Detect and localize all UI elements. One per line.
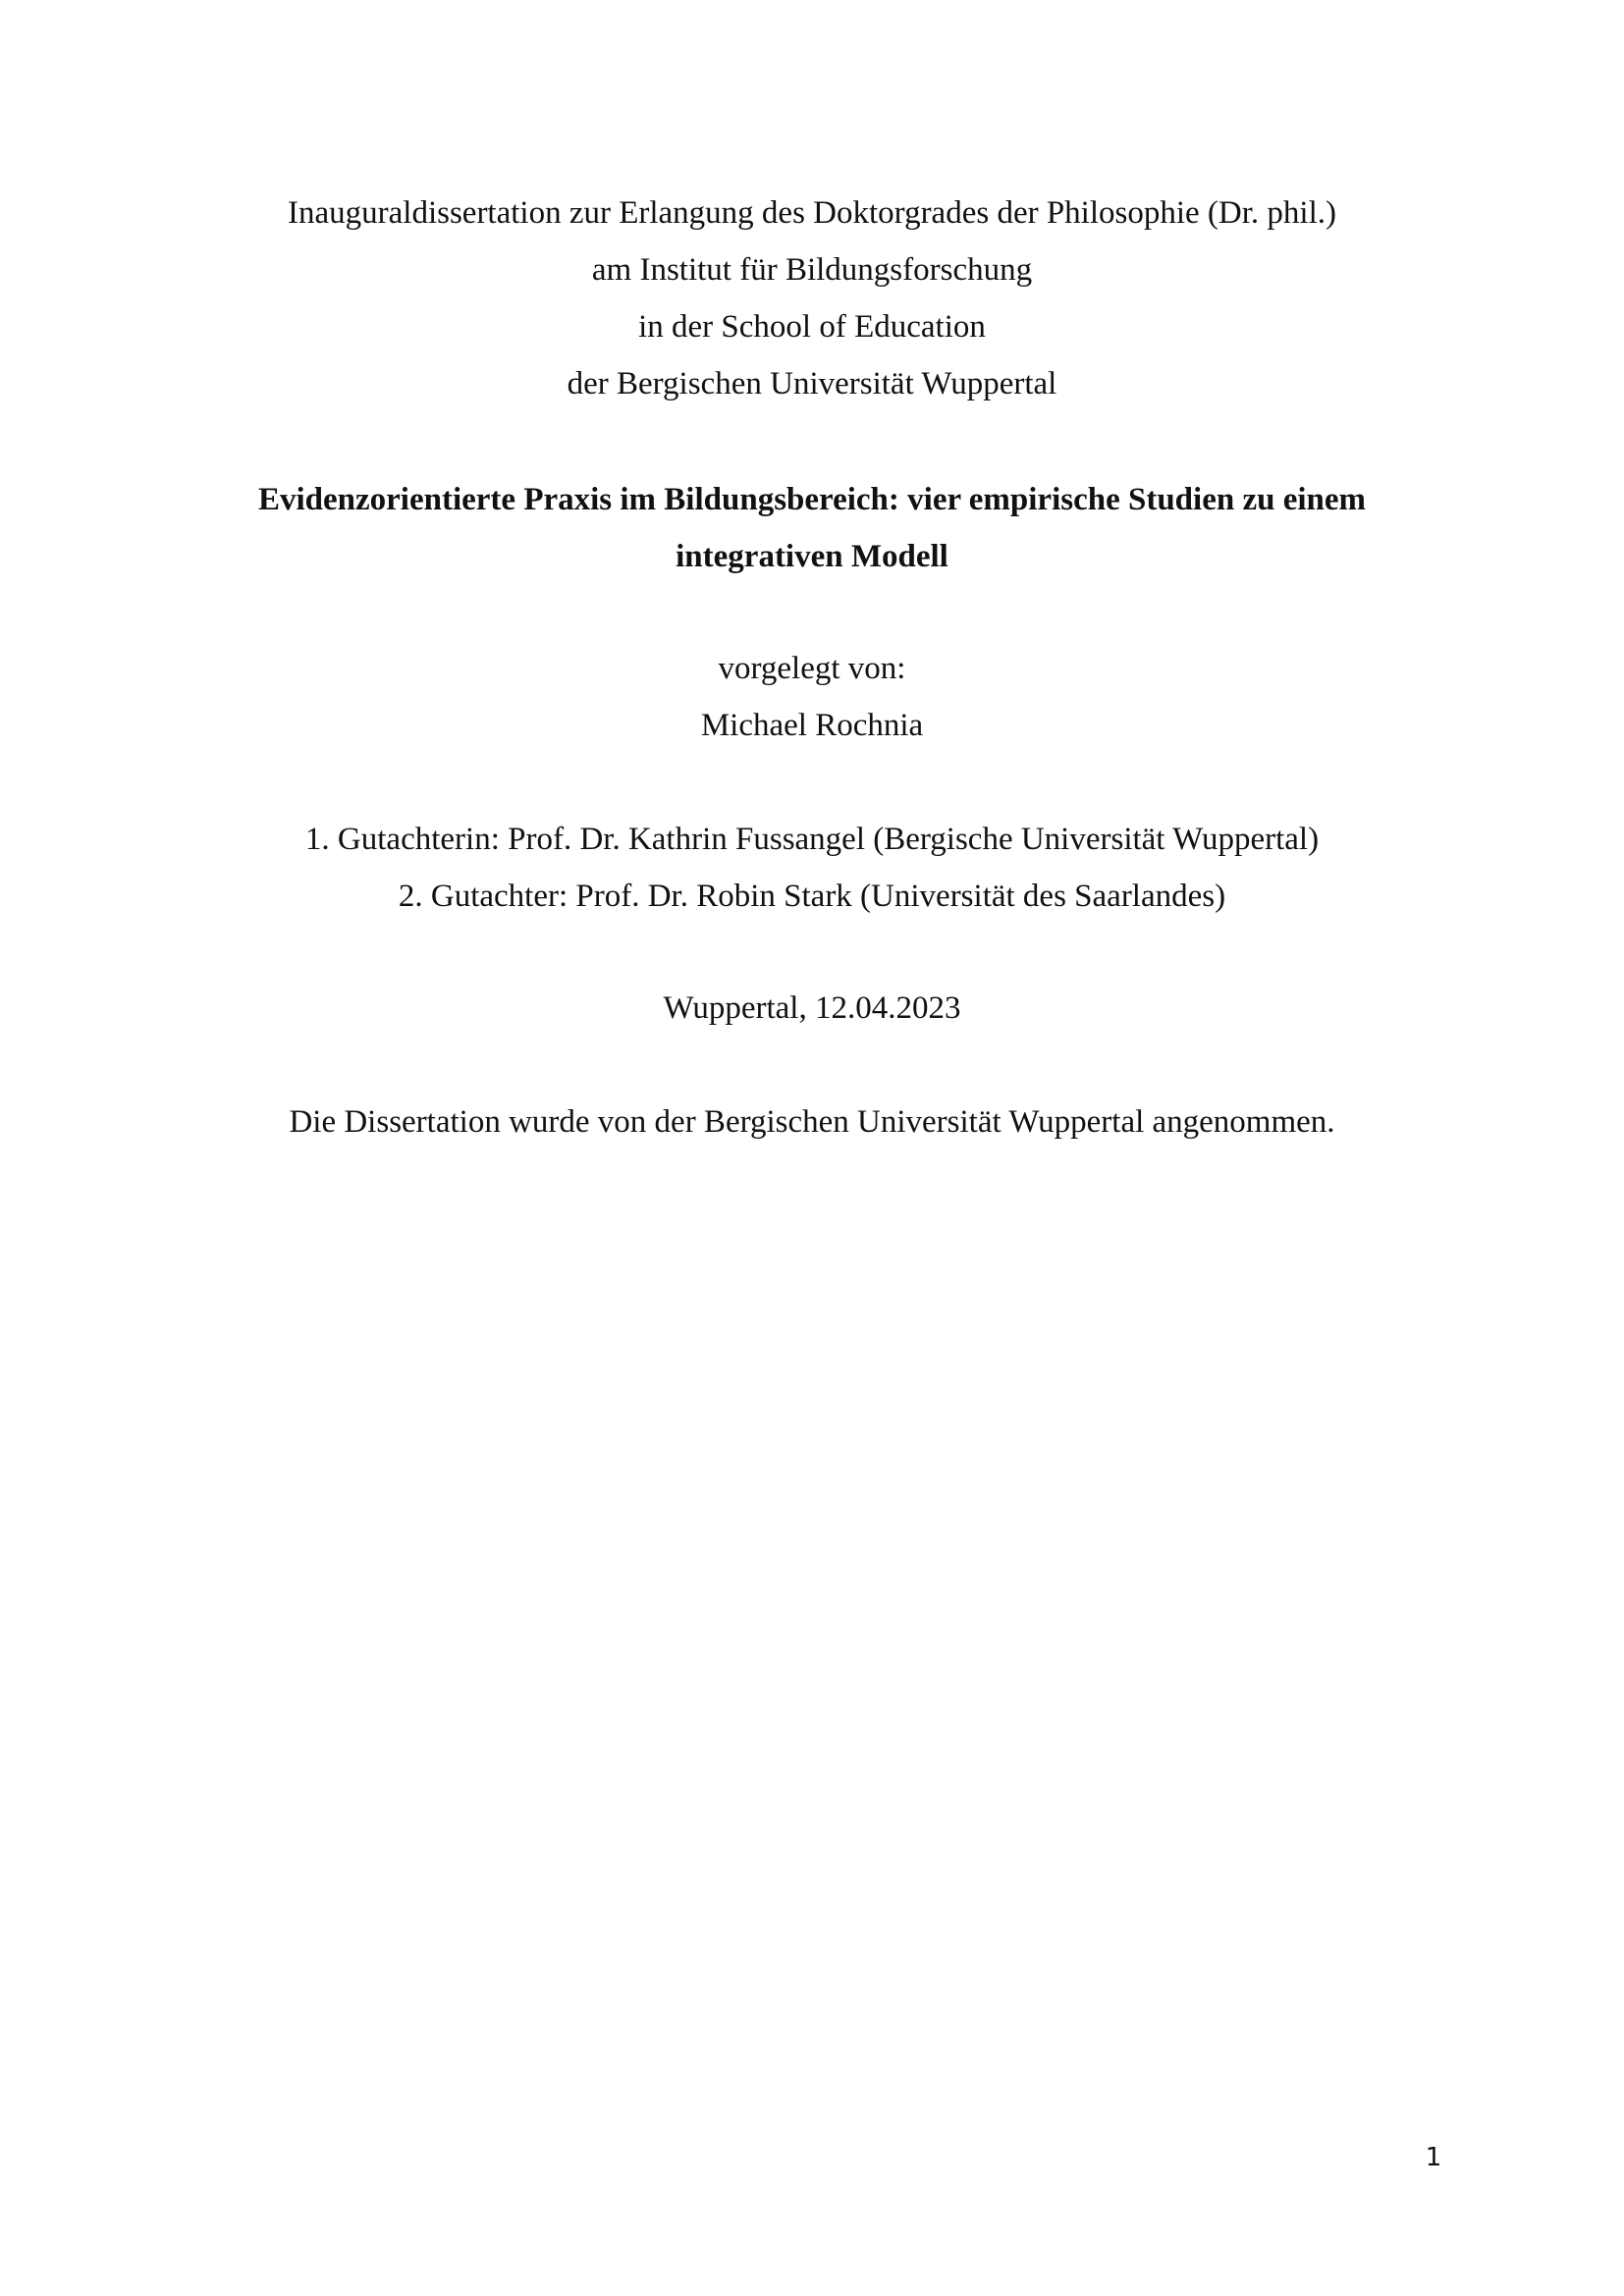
author-name: Michael Rochnia <box>700 708 924 743</box>
institution-line-3: in der School of Education <box>638 309 986 345</box>
dissertation-title <box>0 471 1624 585</box>
place-date-text: Wuppertal, 12.04.2023 <box>663 990 961 1026</box>
acceptance-note-text: Die Dissertation wurde von der Bergischen Universität Wuppertal angenommen. <box>289 1104 1335 1140</box>
page-number: 1 <box>1425 2143 1442 2172</box>
title-line-2: integrativen Modell <box>676 539 948 574</box>
reviewer-1: 1. Gutachterin: Prof. Dr. Kathrin Fussangel (Bergische Universität Wuppertal) <box>304 822 1320 857</box>
institution-line-2: am Institut für Bildungsforschung <box>591 252 1033 288</box>
author-label: vorgelegt von: <box>718 651 906 686</box>
acceptance-note <box>0 1094 1624 1150</box>
place-date <box>0 980 1624 1037</box>
author-block <box>0 640 1624 754</box>
institution-line-1: Inauguraldissertation zur Erlangung des Doktorgrades der Philosophie (Dr. phil.) <box>288 195 1336 231</box>
institution-block <box>0 185 1624 412</box>
institution-line-4: der Bergischen Universität Wuppertal <box>567 366 1057 401</box>
title-line-1: Evidenzorientierte Praxis im Bildungsbereich: vier empirische Studien zu einem <box>257 482 1366 517</box>
reviewer-2: 2. Gutachter: Prof. Dr. Robin Stark (Universität des Saarlandes) <box>398 879 1226 914</box>
reviewers-block <box>0 811 1624 925</box>
